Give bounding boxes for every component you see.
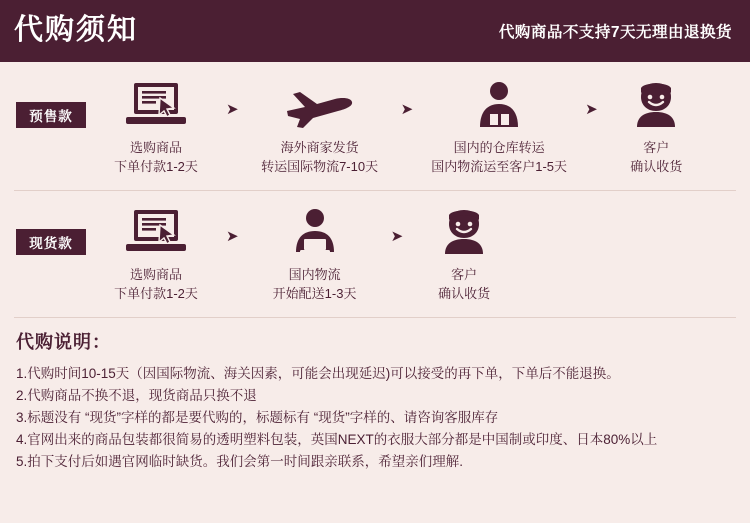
step-label	[114, 265, 198, 303]
steps-instock	[86, 207, 750, 303]
step-line: 客户	[643, 140, 670, 155]
step-domestic-warehouse	[419, 80, 579, 176]
badge-instock: 现货款	[16, 229, 86, 255]
customer-smile-icon	[630, 80, 682, 130]
arrow-icon: ➤	[226, 228, 239, 245]
note-line: 2.代购商品不换不退，现货商品只换不退	[16, 388, 257, 403]
laptop-icon	[124, 80, 188, 130]
note-line: 1.代购时间10-15天（因国际物流、海关因素，可能会出现延迟)可以接受的再下单，下单后不能退换。	[16, 366, 620, 381]
flow-area	[0, 62, 750, 318]
step-label	[630, 138, 682, 176]
step-line: 客户	[451, 267, 478, 282]
step-line: 下单付款1-2天	[114, 159, 198, 174]
step-line: 国内的仓库转运	[453, 140, 545, 155]
arrow-icon: ➤	[390, 228, 404, 245]
note-line: 4.官网出来的商品包装都很简易的透明塑料包装，英国NEXT的衣服大部分都是中国制或印度、日本80%以上	[16, 432, 658, 447]
customer-smile-icon	[438, 207, 490, 257]
step-line: 选购商品	[129, 267, 182, 282]
page-title: 代购须知	[14, 13, 139, 46]
steps-presale	[86, 80, 750, 176]
step-line: 国内物流	[288, 267, 341, 282]
step-customer-confirm	[409, 207, 519, 303]
badge-presale: 预售款	[16, 102, 86, 128]
step-line: 开始配送1-3天	[272, 286, 357, 301]
step-label	[114, 138, 198, 176]
step-line: 海外商家发货	[280, 140, 359, 155]
step-select-goods	[92, 207, 220, 303]
notes-section	[0, 318, 750, 473]
arrow-icon: ➤	[400, 101, 414, 118]
step-line: 国内物流运至客户1-5天	[431, 159, 568, 174]
step-line: 确认收货	[438, 286, 491, 301]
step-label	[261, 138, 378, 176]
laptop-icon	[124, 207, 188, 257]
note-line: 5.拍下支付后如遇官网临时缺货。我们会第一时间跟亲联系，希望亲们理解.	[16, 454, 464, 469]
step-label	[431, 138, 567, 176]
flow-row-presale	[0, 62, 750, 190]
airplane-icon	[283, 80, 357, 130]
person-laptop-icon	[288, 207, 342, 257]
step-line: 下单付款1-2天	[114, 286, 198, 301]
step-line: 确认收货	[630, 159, 683, 174]
flow-row-instock	[0, 191, 750, 317]
note-line: 3.标题没有 “现货”字样的都是要代购的，标题标有 “现货”字样的、请咨询客服库存	[16, 410, 499, 425]
header-note: 代购商品不支持7天无理由退换货	[498, 24, 732, 41]
arrow-icon: ➤	[585, 101, 598, 118]
step-select-goods	[92, 80, 220, 176]
step-domestic-logistics	[245, 207, 385, 303]
page-header	[0, 0, 750, 62]
notes-title: 代购说明：	[16, 332, 111, 352]
arrow-icon: ➤	[226, 101, 239, 118]
step-label	[438, 265, 490, 303]
person-box-icon	[472, 80, 526, 130]
step-label	[273, 265, 357, 303]
step-line: 选购商品	[129, 140, 182, 155]
step-overseas-ship	[245, 80, 395, 176]
step-customer-confirm	[604, 80, 709, 176]
step-line: 转运国际物流7-10天	[261, 159, 379, 174]
